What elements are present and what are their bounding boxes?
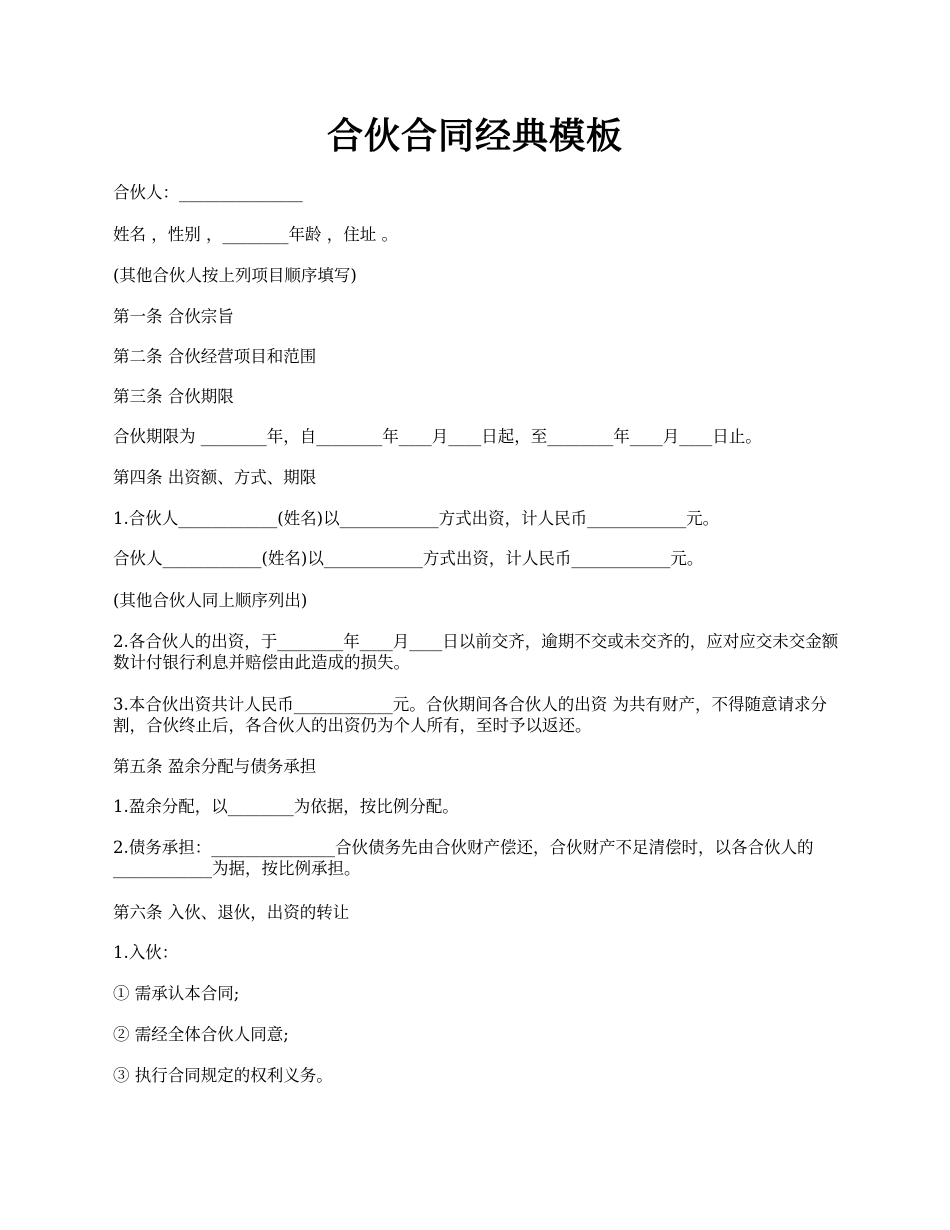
admission-item-2: ② 需经全体合伙人同意; bbox=[113, 1025, 289, 1044]
article-3-heading: 第三条 合伙期限 bbox=[113, 387, 234, 406]
other-partners-note: (其他合伙人按上列项目顺序填写) bbox=[113, 266, 357, 285]
article-5-heading: 第五条 盈余分配与债务承担 bbox=[113, 757, 317, 776]
term-line: 合伙期限为 ________年，自________年____月____日起，至________年____月____日止。 bbox=[113, 427, 762, 446]
document-title: 合伙合同经典模板 bbox=[326, 115, 623, 157]
total-contribution-paragraph: 3.本合伙出资共计人民币____________元。合伙期间各合伙人的出资 为共有财产，不得随意请求分割，合伙终止后，各合伙人的出资仍为个人所有，至时予以返还。 bbox=[113, 695, 827, 735]
article-2-heading: 第二条 合伙经营项目和范围 bbox=[113, 347, 317, 366]
contribution-deadline-paragraph: 2.各合伙人的出资，于________年____月____日以前交齐，逾期不交或未交齐的，应对应交未交金额数计付银行利息并赔偿由此造成的损失。 bbox=[113, 632, 839, 672]
debt-liability-paragraph: 2.债务承担：_______________合伙债务先由合伙财产偿还，合伙财产不足清偿时，以各合伙人的____________为据，按比例承担。 bbox=[113, 838, 814, 878]
contribution-line-1: 1.合伙人____________(姓名)以____________方式出资，计人民币____________元。 bbox=[113, 509, 720, 528]
other-partners-contribution-note: (其他合伙人同上顺序列出) bbox=[113, 591, 308, 610]
contribution-line-2: 合伙人____________(姓名)以____________方式出资，计人民币____________元。 bbox=[113, 549, 704, 568]
article-6-heading: 第六条 入伙、退伙，出资的转让 bbox=[113, 903, 350, 922]
partner-line: 合伙人：_______________ bbox=[113, 183, 303, 202]
article-4-heading: 第四条 出资额、方式、期限 bbox=[113, 468, 317, 487]
admission-item-3: ③ 执行合同规定的权利义务。 bbox=[113, 1066, 333, 1085]
admission-heading: 1.入伙： bbox=[113, 943, 179, 962]
profit-distribution-line: 1.盈余分配，以________为依据，按比例分配。 bbox=[113, 797, 459, 816]
admission-item-1: ① 需承认本合同; bbox=[113, 984, 240, 1003]
partner-details-line: 姓名 ，性别 ，________年龄 ，住址 。 bbox=[113, 225, 398, 244]
article-1-heading: 第一条 合伙宗旨 bbox=[113, 307, 234, 326]
